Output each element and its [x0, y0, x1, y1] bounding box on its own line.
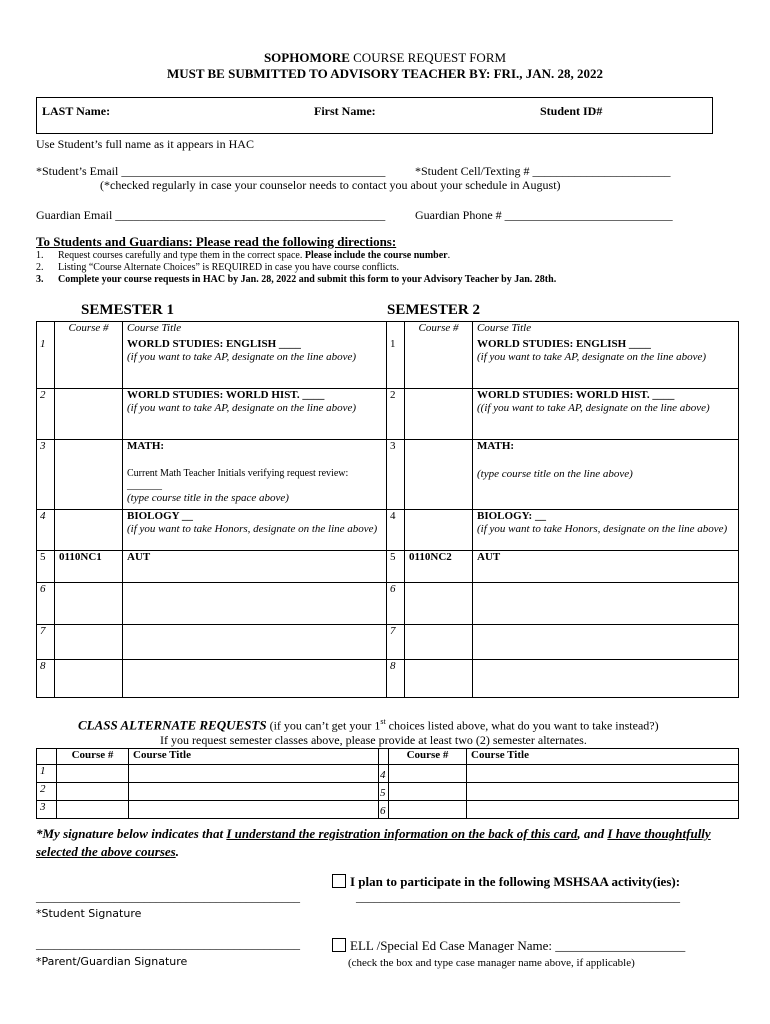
course-title-cell[interactable] — [473, 583, 739, 625]
course-number-cell[interactable]: 0110NC2 — [405, 551, 473, 583]
table-row: 6 — [37, 583, 387, 625]
course-title-cell[interactable] — [129, 765, 379, 783]
course-title-cell[interactable] — [123, 583, 387, 625]
course-title-cell[interactable]: AUT — [123, 551, 387, 583]
course-number-cell[interactable] — [405, 625, 473, 660]
course-number-cell[interactable] — [57, 765, 129, 783]
course-title-cell[interactable]: MATH: Current Math Teacher Initials verifying request review: _______ (type course title in the space above) — [123, 440, 387, 510]
hac-note: Use Student’s full name as it appears in HAC — [36, 137, 254, 151]
course-title-cell[interactable] — [467, 765, 739, 783]
course-number-cell[interactable] — [405, 389, 473, 440]
course-number-cell[interactable] — [57, 783, 129, 801]
course-number-cell[interactable] — [55, 660, 123, 698]
semester-1-table — [36, 321, 387, 698]
course-title-cell[interactable] — [123, 625, 387, 660]
table-row: 3 MATH: (type course title on the line above) — [387, 440, 739, 510]
course-title-cell[interactable]: BIOLOGY: __ (if you want to take Honors, designate on the line above) — [473, 510, 739, 551]
course-number-cell[interactable] — [55, 583, 123, 625]
col-header-course: Course # — [389, 749, 467, 765]
table-row: 1 4 — [37, 765, 739, 783]
guardian-email-field[interactable]: Guardian Email _____________________________________________ — [36, 208, 386, 222]
ell-checkbox[interactable] — [332, 938, 346, 952]
table-row: 7 — [37, 625, 387, 660]
course-title-cell[interactable] — [473, 660, 739, 698]
course-number-cell[interactable] — [405, 338, 473, 389]
course-title-cell[interactable] — [129, 801, 379, 819]
table-row: 4 BIOLOGY: __ (if you want to take Honors, designate on the line above) — [387, 510, 739, 551]
alternates-subnote: If you request semester classes above, please provide at least two (2) semester alternates. — [160, 733, 587, 747]
directions-list — [36, 250, 736, 286]
table-row: 5 0110NC2 AUT — [387, 551, 739, 583]
directions-heading: To Students and Guardians: Please read the following directions: — [36, 234, 397, 249]
semester-2-table — [386, 321, 739, 698]
table-row: 8 — [387, 660, 739, 698]
first-name-field[interactable]: First Name: — [314, 104, 376, 118]
student-email-field[interactable]: *Student’s Email ____________________________________________ — [36, 164, 386, 178]
student-signature-label: *Student Signature — [36, 907, 142, 920]
course-title-cell[interactable]: MATH: (type course title on the line above) — [473, 440, 739, 510]
guardian-phone-field[interactable]: Guardian Phone # ____________________________ — [415, 208, 673, 222]
course-number-cell[interactable] — [389, 783, 467, 801]
course-number-cell[interactable] — [405, 510, 473, 551]
course-number-cell[interactable] — [405, 660, 473, 698]
course-number-cell[interactable] — [405, 440, 473, 510]
table-row: 2 WORLD STUDIES: WORLD HIST. ____ (if you want to take AP, designate on the line above) — [37, 389, 387, 440]
student-id-field[interactable]: Student ID# — [540, 104, 603, 118]
course-title-cell[interactable]: WORLD STUDIES: WORLD HIST. ____ (if you want to take AP, designate on the line above) — [123, 389, 387, 440]
alternates-table — [36, 748, 739, 819]
course-number-cell[interactable] — [55, 389, 123, 440]
form-title — [0, 50, 770, 66]
col-header-title: Course Title — [123, 322, 387, 338]
ell-note: (check the box and type case manager name above, if applicable) — [348, 957, 635, 969]
student-cell-field[interactable]: *Student Cell/Texting # _______________________ — [415, 164, 671, 178]
course-title-cell[interactable] — [473, 625, 739, 660]
col-header-course: Course # — [57, 749, 129, 765]
table-row: 5 0110NC1 AUT — [37, 551, 387, 583]
col-header-course: Course # — [55, 322, 123, 338]
table-row: 6 — [387, 583, 739, 625]
col-header-course: Course # — [405, 322, 473, 338]
parent-signature-label: *Parent/Guardian Signature — [36, 955, 188, 968]
mshsaa-checkbox[interactable] — [332, 874, 346, 888]
course-number-cell[interactable] — [405, 583, 473, 625]
course-number-cell[interactable] — [55, 625, 123, 660]
course-title-cell[interactable]: WORLD STUDIES: ENGLISH ____ (if you want to take AP, designate on the line above) — [473, 338, 739, 389]
table-row: 2 WORLD STUDIES: WORLD HIST. ____ ((if you want to take AP, designate on the line above) — [387, 389, 739, 440]
last-name-field[interactable]: LAST Name: — [42, 104, 111, 118]
col-header-title: Course Title — [473, 322, 739, 338]
direction-item: 2. Listing “Course Alternate Choices” is REQUIRED in case you have course conflicts. — [36, 262, 400, 273]
form-title-rest: COURSE REQUEST FORM — [349, 50, 507, 65]
course-number-cell[interactable]: 0110NC1 — [55, 551, 123, 583]
course-title-cell[interactable] — [123, 660, 387, 698]
table-row: 1 WORLD STUDIES: ENGLISH ____ (if you want to take AP, designate on the line above) — [387, 338, 739, 389]
course-title-cell[interactable]: WORLD STUDIES: WORLD HIST. ____ ((if you want to take AP, designate on the line above) — [473, 389, 739, 440]
ell-option: ELL /Special Ed Case Manager Name: ____________________ — [332, 938, 685, 954]
mshsaa-activity-line[interactable]: ______________________________________________________ — [356, 890, 680, 904]
course-number-cell[interactable] — [55, 338, 123, 389]
course-number-cell[interactable] — [55, 440, 123, 510]
mshsaa-option: I plan to participate in the following MSHSAA activity(ies): — [332, 874, 680, 890]
direction-item: 3. Complete your course requests in HAC by Jan. 28, 2022 and submit this form to your Advisory Teacher by Jan. 28th. — [36, 274, 557, 285]
course-number-cell[interactable] — [55, 510, 123, 551]
email-note: (*checked regularly in case your counselor needs to contact you about your schedule in August) — [100, 178, 561, 192]
submission-deadline: MUST BE SUBMITTED TO ADVISORY TEACHER BY: FRI., JAN. 28, 2022 — [166, 66, 604, 81]
semester-1-title: SEMESTER 1 — [81, 302, 174, 318]
table-row: 3 6 — [37, 801, 739, 819]
col-header-title: Course Title — [129, 749, 379, 765]
course-title-cell[interactable] — [129, 783, 379, 801]
course-title-cell[interactable]: AUT — [473, 551, 739, 583]
course-title-cell[interactable]: WORLD STUDIES: ENGLISH ____ (if you want to take AP, designate on the line above) — [123, 338, 387, 389]
table-row: 4 BIOLOGY __ (if you want to take Honors, designate on the line above) — [37, 510, 387, 551]
col-header-title: Course Title — [467, 749, 739, 765]
course-number-cell[interactable] — [389, 765, 467, 783]
course-number-cell[interactable] — [389, 801, 467, 819]
table-row: 3 MATH: Current Math Teacher Initials verifying request review: _______ (type course title in the space above) — [37, 440, 387, 510]
table-row: 8 — [37, 660, 387, 698]
direction-item: 1. Request courses carefully and type them in the correct space. Please include the course number. — [36, 250, 451, 261]
course-title-cell[interactable] — [467, 783, 739, 801]
form-title-grade: SOPHOMORE — [263, 50, 350, 65]
course-title-cell[interactable] — [467, 801, 739, 819]
table-row: 7 — [387, 625, 739, 660]
table-row: 2 5 — [37, 783, 739, 801]
alternates-heading: CLASS ALTERNATE REQUESTS (if you can’t get your 1st choices listed above, what do you want to take instead?) — [78, 717, 659, 733]
course-number-cell[interactable] — [57, 801, 129, 819]
course-title-cell[interactable]: BIOLOGY __ (if you want to take Honors, designate on the line above) — [123, 510, 387, 551]
semester-2-title: SEMESTER 2 — [387, 302, 480, 318]
table-row: 1 WORLD STUDIES: ENGLISH ____ (if you want to take AP, designate on the line above) — [37, 338, 387, 389]
signature-statement: *My signature below indicates that I understand the registration information on the back of this card, and I have thoughtfully selected the above courses. — [36, 826, 711, 859]
student-signature-line[interactable]: ____________________________________________ — [36, 890, 300, 904]
parent-signature-line[interactable]: ____________________________________________ — [36, 937, 300, 951]
